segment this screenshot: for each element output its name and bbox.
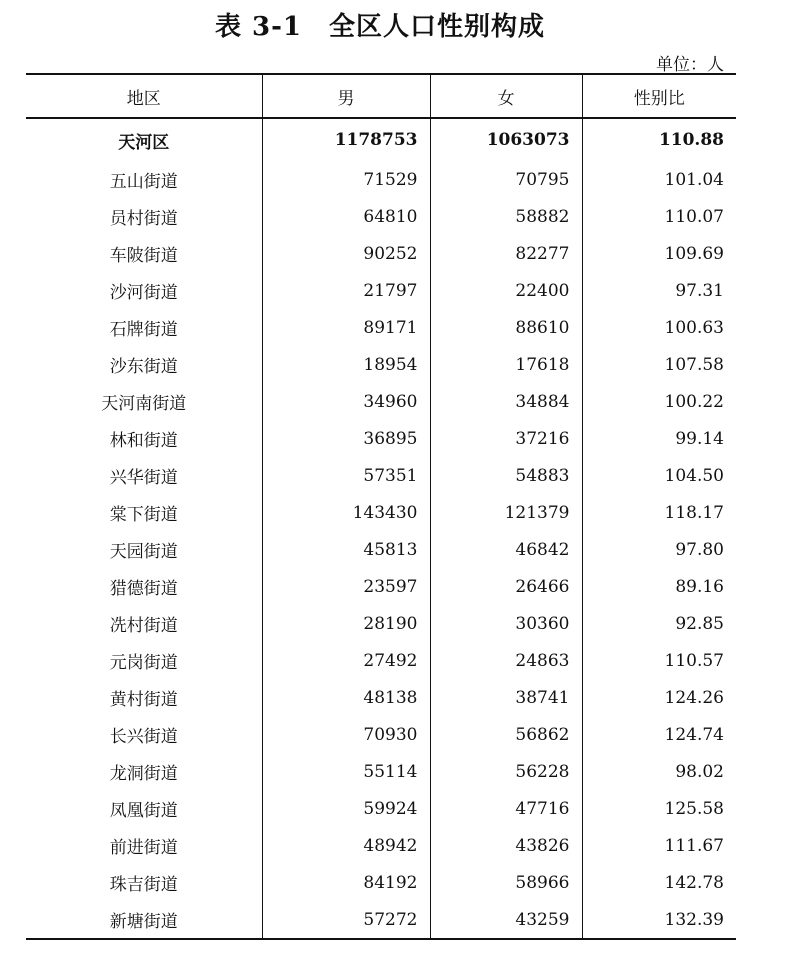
- cell-female: 58966: [430, 864, 582, 901]
- cell-female: 58882: [430, 198, 582, 235]
- cell-sex-ratio: 101.04: [582, 161, 736, 198]
- cell-female: 43259: [430, 901, 582, 939]
- cell-female: 54883: [430, 457, 582, 494]
- cell-male: 21797: [262, 272, 430, 309]
- cell-sex-ratio: 100.63: [582, 309, 736, 346]
- cell-female: 37216: [430, 420, 582, 457]
- cell-region: 猎德街道: [109, 579, 178, 599]
- header-region: 地区: [26, 74, 262, 118]
- cell-male: 71529: [262, 161, 430, 198]
- cell-female: 56228: [430, 753, 582, 790]
- cell-male: 55114: [262, 753, 430, 790]
- table-row: [26, 531, 736, 568]
- table-row: [26, 457, 736, 494]
- table-row: [26, 716, 736, 753]
- cell-region: 龙洞街道: [109, 764, 178, 784]
- table-body: [26, 118, 736, 939]
- cell-female: 22400: [430, 272, 582, 309]
- cell-region: 元岗街道: [109, 653, 178, 673]
- cell-female: 30360: [430, 605, 582, 642]
- cell-sex-ratio: 98.02: [582, 753, 736, 790]
- cell-male: 1178753: [262, 118, 430, 161]
- cell-male: 64810: [262, 198, 430, 235]
- cell-sex-ratio: 100.22: [582, 383, 736, 420]
- table-row: [26, 235, 736, 272]
- cell-sex-ratio: 104.50: [582, 457, 736, 494]
- cell-male: 36895: [262, 420, 430, 457]
- table-row: [26, 346, 736, 383]
- cell-female: 43826: [430, 827, 582, 864]
- table-row-total: [26, 118, 736, 161]
- cell-female: 47716: [430, 790, 582, 827]
- cell-male: 89171: [262, 309, 430, 346]
- cell-region: 凤凰街道: [109, 801, 178, 821]
- table-row: [26, 790, 736, 827]
- table-row: [26, 827, 736, 864]
- table-row: [26, 753, 736, 790]
- cell-female: 70795: [430, 161, 582, 198]
- cell-region: 林和街道: [109, 431, 178, 451]
- cell-female: 34884: [430, 383, 582, 420]
- cell-male: 45813: [262, 531, 430, 568]
- cell-sex-ratio: 124.74: [582, 716, 736, 753]
- table-row: [26, 309, 736, 346]
- cell-female: 82277: [430, 235, 582, 272]
- cell-male: 34960: [262, 383, 430, 420]
- cell-region: 兴华街道: [109, 468, 178, 488]
- cell-male: 90252: [262, 235, 430, 272]
- cell-sex-ratio: 97.80: [582, 531, 736, 568]
- cell-sex-ratio: 107.58: [582, 346, 736, 383]
- cell-region: 员村街道: [109, 209, 178, 229]
- cell-female: 38741: [430, 679, 582, 716]
- cell-region: 沙河街道: [109, 283, 178, 303]
- unit-label: 单位：人: [656, 55, 724, 75]
- table-title: 表 3-1 全区人口性别构成: [214, 12, 546, 42]
- cell-male: 48942: [262, 827, 430, 864]
- cell-sex-ratio: 110.57: [582, 642, 736, 679]
- cell-sex-ratio: 109.69: [582, 235, 736, 272]
- cell-region: 天河南街道: [101, 394, 187, 414]
- table-row: [26, 679, 736, 716]
- table-row: [26, 605, 736, 642]
- cell-sex-ratio: 89.16: [582, 568, 736, 605]
- cell-sex-ratio: 92.85: [582, 605, 736, 642]
- cell-region: 冼村街道: [109, 616, 178, 636]
- table-row: [26, 901, 736, 939]
- cell-sex-ratio: 142.78: [582, 864, 736, 901]
- cell-sex-ratio: 111.67: [582, 827, 736, 864]
- cell-sex-ratio: 97.31: [582, 272, 736, 309]
- cell-male: 27492: [262, 642, 430, 679]
- cell-sex-ratio: 132.39: [582, 901, 736, 939]
- table-row: [26, 420, 736, 457]
- cell-male: 18954: [262, 346, 430, 383]
- header-male: 男: [262, 74, 430, 118]
- cell-male: 70930: [262, 716, 430, 753]
- table-row: [26, 864, 736, 901]
- cell-female: 17618: [430, 346, 582, 383]
- cell-female: 88610: [430, 309, 582, 346]
- cell-female: 121379: [430, 494, 582, 531]
- cell-region: 五山街道: [109, 172, 178, 192]
- cell-region: 石牌街道: [109, 320, 178, 340]
- cell-male: 84192: [262, 864, 430, 901]
- cell-region: 珠吉街道: [109, 875, 178, 895]
- header-female: 女: [430, 74, 582, 118]
- cell-female: 26466: [430, 568, 582, 605]
- cell-sex-ratio: 110.07: [582, 198, 736, 235]
- table-row: [26, 494, 736, 531]
- cell-female: 1063073: [430, 118, 582, 161]
- cell-female: 56862: [430, 716, 582, 753]
- cell-region: 前进街道: [109, 838, 178, 858]
- cell-region: 黄村街道: [109, 690, 178, 710]
- table-row: [26, 198, 736, 235]
- cell-male: 57272: [262, 901, 430, 939]
- cell-female: 24863: [430, 642, 582, 679]
- table-row: [26, 161, 736, 198]
- cell-sex-ratio: 118.17: [582, 494, 736, 531]
- header-sex-ratio: 性别比: [582, 74, 736, 118]
- population-table: [26, 73, 736, 940]
- cell-sex-ratio: 125.58: [582, 790, 736, 827]
- cell-region: 天河区: [118, 132, 170, 153]
- cell-region: 车陂街道: [109, 246, 178, 266]
- cell-male: 59924: [262, 790, 430, 827]
- cell-region: 棠下街道: [109, 505, 178, 525]
- table-row: [26, 568, 736, 605]
- cell-male: 143430: [262, 494, 430, 531]
- cell-sex-ratio: 124.26: [582, 679, 736, 716]
- cell-region: 长兴街道: [109, 727, 178, 747]
- cell-female: 46842: [430, 531, 582, 568]
- cell-region: 沙东街道: [109, 357, 178, 377]
- cell-sex-ratio: 110.88: [582, 118, 736, 161]
- cell-sex-ratio: 99.14: [582, 420, 736, 457]
- cell-male: 28190: [262, 605, 430, 642]
- cell-male: 48138: [262, 679, 430, 716]
- cell-male: 23597: [262, 568, 430, 605]
- cell-region: 天园街道: [109, 542, 178, 562]
- header-row: [26, 74, 736, 118]
- cell-region: 新塘街道: [26, 901, 262, 939]
- table-row: [26, 383, 736, 420]
- cell-male: 57351: [262, 457, 430, 494]
- table-row: [26, 642, 736, 679]
- table-row: [26, 272, 736, 309]
